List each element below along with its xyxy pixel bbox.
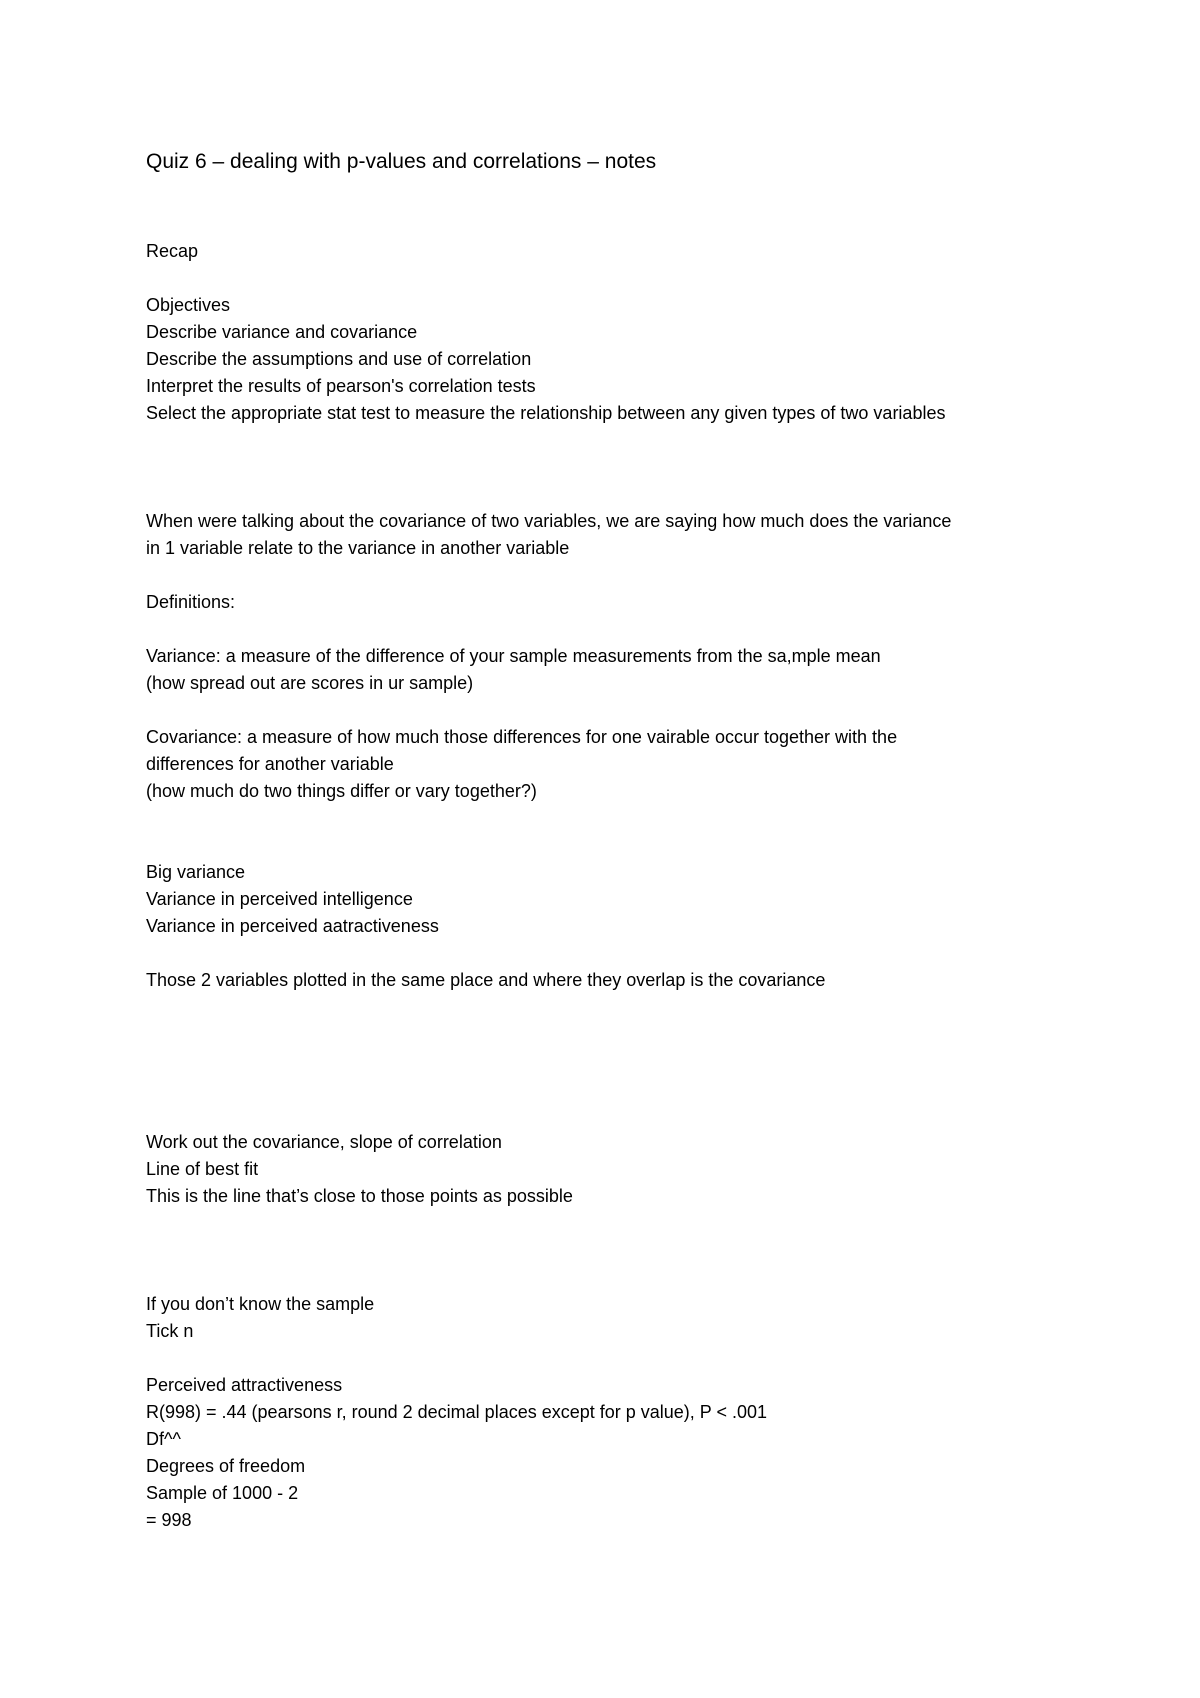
covariance-intro-line: in 1 variable relate to the variance in another variable: [146, 538, 570, 558]
plotted-note: Those 2 variables plotted in the same place and where they overlap is the covariance: [146, 970, 826, 990]
sample-note-line: Tick n: [146, 1321, 194, 1341]
covariance-definition-note: (how much do two things differ or vary together?): [146, 781, 537, 801]
objective-item: Interpret the results of pearson's correlation tests: [146, 376, 536, 396]
objectives-heading: Objectives: [146, 295, 231, 315]
covariance-definition: Covariance: a measure of how much those differences for one vairable occur together with the: [146, 727, 898, 747]
variance-definition-note: (how spread out are scores in ur sample): [146, 673, 474, 693]
big-variance-line: Big variance: [146, 862, 246, 882]
recap-heading: Recap: [146, 241, 199, 261]
big-variance-line: Variance in perceived aatractiveness: [146, 916, 439, 936]
objective-item: Select the appropriate stat test to measure the relationship between any given types of two variables: [146, 403, 946, 423]
covariance-definition: differences for another variable: [146, 754, 394, 774]
result-line: Perceived attractiveness: [146, 1375, 343, 1395]
big-variance-line: Variance in perceived intelligence: [146, 889, 413, 909]
definitions-heading: Definitions:: [146, 592, 236, 612]
document-title: Quiz 6 – dealing with p-values and correlations – notes: [146, 150, 657, 173]
result-line: Df^^: [146, 1429, 181, 1449]
objective-item: Describe the assumptions and use of correlation: [146, 349, 532, 369]
objective-item: Describe variance and covariance: [146, 322, 418, 342]
best-fit-line: Work out the covariance, slope of correlation: [146, 1132, 502, 1152]
result-line: = 998: [146, 1510, 192, 1530]
best-fit-line: Line of best fit: [146, 1159, 259, 1179]
best-fit-line: This is the line that’s close to those points as possible: [146, 1186, 573, 1206]
sample-note-line: If you don’t know the sample: [146, 1294, 375, 1314]
result-line: Degrees of freedom: [146, 1456, 306, 1476]
covariance-intro-line: When were talking about the covariance of two variables, we are saying how much does the variance: [146, 511, 952, 531]
result-line: Sample of 1000 - 2: [146, 1483, 299, 1503]
result-line: R(998) = .44 (pearsons r, round 2 decimal places except for p value), P < .001: [146, 1402, 768, 1422]
variance-definition: Variance: a measure of the difference of your sample measurements from the sa,mple mean: [146, 646, 881, 666]
